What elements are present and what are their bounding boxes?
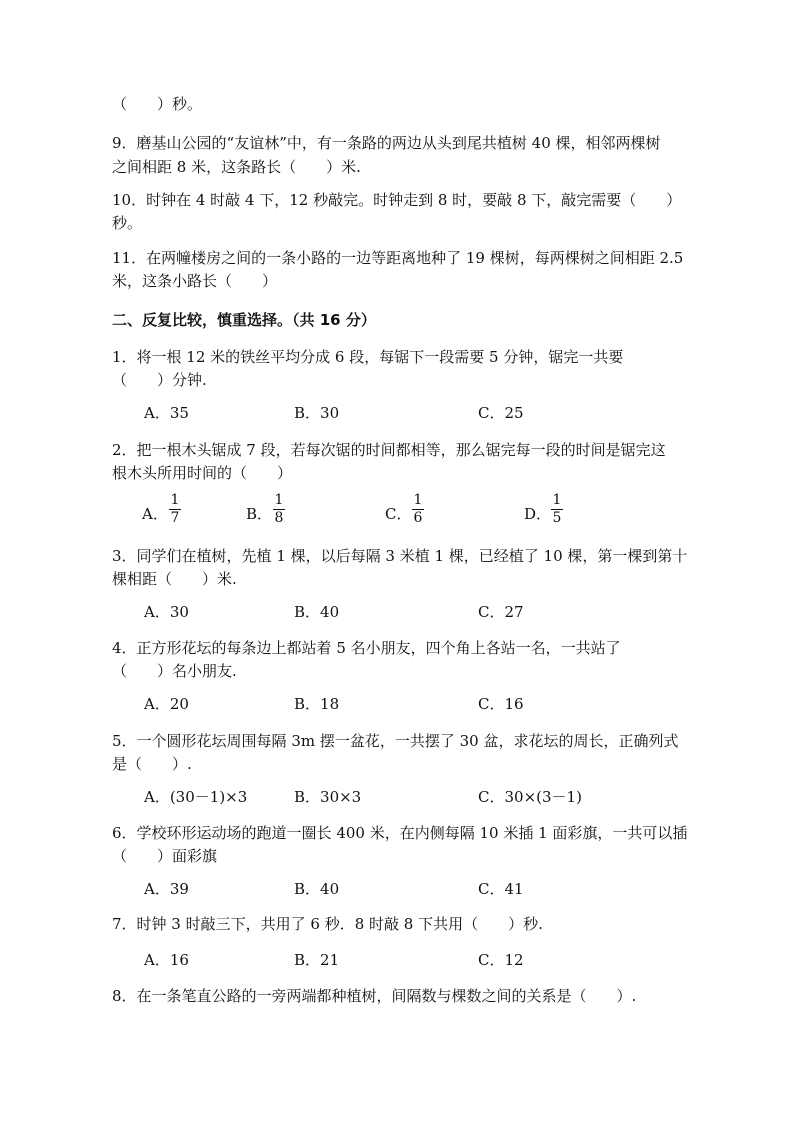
option-a: A．16	[144, 951, 189, 969]
choice-question-2-line-2: 根木头所用时间的（ ）	[112, 464, 293, 482]
fraction: 1 6	[413, 492, 423, 526]
choice-question-3-line-2: 棵相距（ ）米.	[112, 570, 237, 588]
option-a: A．20	[144, 695, 189, 713]
question-9-line-1: 9．磨基山公园的“友谊林”中，有一条路的两边从头到尾共植树 40 棵，相邻两棵树	[112, 134, 661, 152]
choice-question-1-line-2: （ ）分钟.	[112, 371, 207, 389]
question-10-line-2: 秒。	[112, 214, 143, 232]
option-c: C．16	[478, 695, 524, 713]
option-a: A．35	[144, 404, 189, 422]
choice-question-7-line-1: 7．时钟 3 时敲三下，共用了 6 秒．8 时敲 8 下共用（ ）秒.	[112, 915, 543, 933]
question-11-line-2: 米，这条小路长（ ）	[112, 272, 278, 290]
option-b: B．40	[294, 603, 340, 621]
option-a: A．30	[144, 603, 189, 621]
fraction: 1 5	[552, 492, 562, 526]
option-a: A．39	[144, 880, 189, 898]
choice-question-7-options	[112, 949, 712, 973]
choice-question-5-options	[112, 786, 712, 810]
question-11-line-1: 11．在两幢楼房之间的一条小路的一边等距离地种了 19 棵树，每两棵树之间相距 2.5	[112, 249, 684, 267]
question-10-line-1: 10．时钟在 4 时敲 4 下，12 秒敲完。时钟走到 8 时，要敲 8 下，敲完需要（ ）	[112, 191, 682, 209]
option-b: B．21	[294, 951, 340, 969]
choice-question-6-options	[112, 878, 712, 902]
choice-question-2-line-1: 2．把一根木头锯成 7 段，若每次锯的时间都相等，那么锯完每一段的时间是锯完这	[112, 441, 666, 459]
section-2-heading: 二、反复比较，慎重选择。（共 16 分）	[112, 311, 376, 329]
option-c: C．12	[478, 951, 524, 969]
choice-question-4-line-1: 4．正方形花坛的每条边上都站着 5 名小朋友，四个角上各站一名，一共站了	[112, 639, 621, 657]
option-c: C．27	[478, 603, 524, 621]
option-c: C．25	[478, 404, 524, 422]
fraction: 1 7	[170, 492, 180, 526]
choice-question-1-line-1: 1．将一根 12 米的铁丝平均分成 6 段，每锯下一段需要 5 分钟，锯完一共要	[112, 348, 624, 366]
option-a: A．(30－1)×3	[144, 788, 248, 806]
choice-question-6-line-2: （ ）面彩旗	[112, 847, 218, 865]
question-9-line-2: 之间相距 8 米，这条路长（ ）米.	[112, 158, 361, 176]
fraction: 1 8	[274, 492, 284, 526]
choice-question-8-line-1: 8．在一条笔直公路的一旁两端都种植树，间隔数与棵数之间的关系是（ ）.	[112, 987, 637, 1005]
choice-question-1-options	[112, 402, 712, 426]
option-c: C．41	[478, 880, 524, 898]
choice-question-3-line-1: 3．同学们在植树，先植 1 棵，以后每隔 3 米植 1 棵，已经植了 10 棵，第一棵到第十	[112, 547, 688, 565]
choice-question-6-line-1: 6．学校环形运动场的跑道一圈长 400 米，在内侧每隔 10 米插 1 面彩旗，一共可以插	[112, 824, 688, 842]
choice-question-3-options	[112, 601, 712, 625]
choice-question-5-line-2: 是（ ）.	[112, 755, 192, 773]
choice-question-4-options	[112, 693, 712, 717]
option-b: B．30	[294, 404, 340, 422]
answer-blank-line: （ ）秒。	[112, 95, 203, 113]
option-b: B．40	[294, 880, 340, 898]
choice-question-4-line-2: （ ）名小朋友.	[112, 662, 237, 680]
choice-question-2-options: A． 1 7 B． 1 8 C． 1 6 D． 1 5	[112, 492, 712, 532]
option-b: B．18	[294, 695, 340, 713]
choice-question-5-line-1: 5．一个圆形花坛周围每隔 3m 摆一盆花，一共摆了 30 盆，求花坛的周长，正确列式	[112, 732, 679, 750]
option-b: B．30×3	[294, 788, 362, 806]
option-c: C．30×(3－1)	[478, 788, 582, 806]
